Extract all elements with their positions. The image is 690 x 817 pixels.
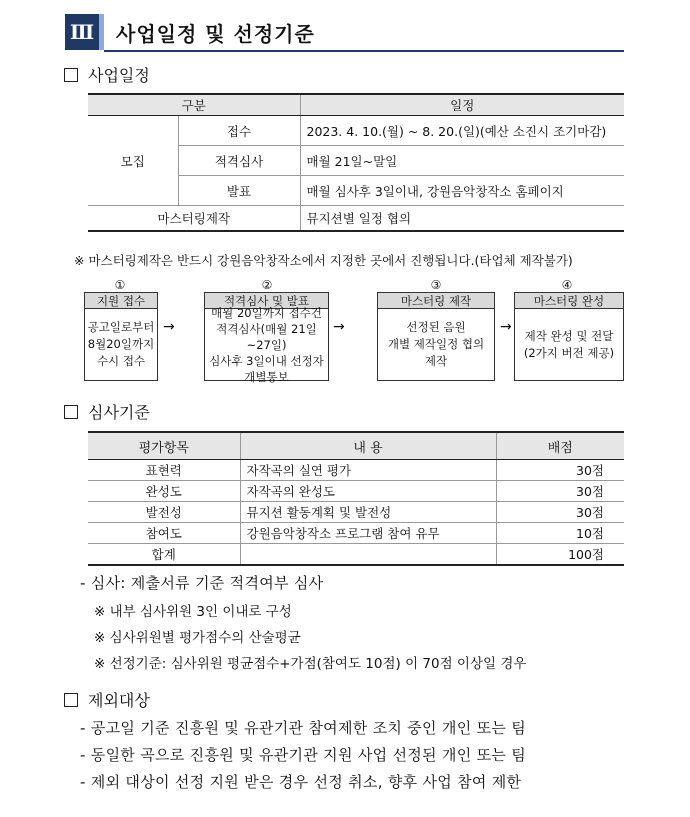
- checkbox-square-icon: [64, 405, 78, 419]
- process-step-4: [514, 292, 624, 381]
- step-line: 제작 완성 및 전달: [524, 328, 614, 343]
- mastering-note: ※ 마스터링제작은 반드시 강원음악창작소에서 지정한 곳에서 진행됩니다.(타업체 제작불가): [74, 253, 573, 268]
- table-row-total: [88, 544, 624, 566]
- row-label: 발표: [178, 176, 300, 206]
- table-row: [88, 481, 624, 502]
- column-header-category: 구분: [88, 94, 300, 116]
- criteria-score: 10점: [496, 523, 624, 544]
- process-step-1: [84, 292, 158, 381]
- criteria-item: 참여도: [88, 523, 240, 544]
- criteria-item: 발전성: [88, 502, 240, 523]
- step-line: 공고일로부터: [87, 320, 155, 334]
- step-body: [85, 309, 157, 380]
- criteria-score: 100점: [496, 544, 624, 566]
- review-note: ※ 선정기준: 심사위원 평균점수+가점(참여도 10점) 이 70점 이상일 경우: [94, 656, 527, 672]
- step-title: 마스터링 완성: [515, 293, 623, 309]
- step-line: 수시 접수: [96, 354, 146, 368]
- table-row: [88, 116, 624, 146]
- arrow-right-icon: →: [333, 319, 345, 335]
- column-header-content: 내 용: [240, 432, 496, 460]
- exclusion-item: - 공고일 기준 진흥원 및 유관기관 참여제한 조치 중인 개인 또는 팀: [80, 719, 527, 737]
- criteria-content: 자작곡의 완성도: [240, 481, 496, 502]
- schedule-heading: [64, 63, 150, 86]
- checkbox-square-icon: [64, 68, 78, 82]
- step-number: ④: [561, 278, 573, 292]
- step-line: 선정된 음원: [406, 320, 466, 334]
- mastering-value: 뮤지션별 일정 협의: [300, 206, 624, 232]
- review-note: ※ 심사위원별 평가점수의 산술평균: [94, 630, 301, 646]
- column-header-schedule: 일정: [300, 94, 624, 116]
- exclusion-heading: [64, 688, 150, 711]
- checkbox-square-icon: [64, 693, 78, 707]
- schedule-heading-text: 사업일정: [88, 66, 150, 85]
- step-line: 8월20일까지: [87, 337, 155, 351]
- step-title: 적격심사 및 발표: [205, 293, 328, 309]
- criteria-content: [240, 544, 496, 566]
- step-line: 개별 제작일정 협의: [387, 337, 485, 351]
- criteria-content: 뮤지션 활동계획 및 발전성: [240, 502, 496, 523]
- row-value: 매월 21일~말일: [300, 146, 624, 176]
- row-label: 적격심사: [178, 146, 300, 176]
- step-line: 매월 20일까지 접수건: [211, 305, 322, 320]
- section-numeral: Ⅲ: [65, 14, 99, 50]
- column-header-item: 평가항목: [88, 432, 240, 460]
- step-line: 적격심사(매월 21일~27일): [216, 321, 317, 352]
- criteria-heading: [64, 400, 150, 423]
- exclusion-item: - 동일한 곡으로 진흥원 및 유관기관 지원 사업 선정된 개인 또는 팀: [80, 746, 527, 764]
- table-row: [88, 502, 624, 523]
- criteria-item: 합계: [88, 544, 240, 566]
- schedule-table: [88, 93, 624, 232]
- exclusion-heading-text: 제외대상: [88, 691, 150, 710]
- criteria-table: [88, 431, 624, 566]
- criteria-score: 30점: [496, 460, 624, 481]
- criteria-score: 30점: [496, 481, 624, 502]
- review-note: ※ 내부 심사위원 3인 이내로 구성: [94, 604, 292, 620]
- step-body: [205, 305, 328, 384]
- group-label: 모집: [88, 116, 178, 206]
- row-label: 접수: [178, 116, 300, 146]
- arrow-right-icon: →: [500, 319, 512, 335]
- step-line: 제작: [424, 354, 448, 368]
- section-accent-bar: [99, 14, 104, 50]
- criteria-heading-text: 심사기준: [88, 403, 150, 422]
- criteria-header-row: [88, 432, 624, 460]
- step-body: [515, 309, 623, 380]
- table-row: [88, 206, 624, 232]
- exclusion-item: - 제외 대상이 선정 지원 받은 경우 선정 취소, 향후 사업 참여 제한: [80, 773, 522, 791]
- step-number: ①: [114, 278, 126, 292]
- step-number: ②: [261, 278, 273, 292]
- criteria-score: 30점: [496, 502, 624, 523]
- step-number: ③: [430, 278, 442, 292]
- table-row: [88, 460, 624, 481]
- criteria-item: 완성도: [88, 481, 240, 502]
- schedule-header-row: [88, 94, 624, 116]
- step-title: 지원 접수: [85, 293, 157, 309]
- review-summary: - 심사: 제출서류 기준 적격여부 심사: [80, 574, 324, 592]
- process-step-3: [377, 292, 495, 381]
- step-line: 심사후 3일이내 선정자: [209, 353, 324, 368]
- criteria-item: 표현력: [88, 460, 240, 481]
- criteria-content: 강원음악창작소 프로그램 참여 유무: [240, 523, 496, 544]
- step-body: [378, 309, 494, 380]
- section-title: 사업일정 및 선정기준: [116, 22, 315, 46]
- process-step-2: [204, 292, 329, 384]
- table-row: [88, 523, 624, 544]
- step-line: (2가지 버전 제공): [523, 345, 615, 360]
- section-underline: [104, 50, 624, 52]
- step-title: 마스터링 제작: [378, 293, 494, 309]
- step-line: 개별통보: [244, 369, 289, 384]
- mastering-label: 마스터링제작: [88, 206, 300, 232]
- column-header-score: 배점: [496, 432, 624, 460]
- row-value: 매월 심사후 3일이내, 강원음악창작소 홈페이지: [300, 176, 624, 206]
- criteria-content: 자작곡의 실연 평가: [240, 460, 496, 481]
- arrow-right-icon: →: [163, 319, 175, 335]
- row-value: 2023. 4. 10.(월) ~ 8. 20.(일)(예산 소진시 조기마감): [300, 116, 624, 146]
